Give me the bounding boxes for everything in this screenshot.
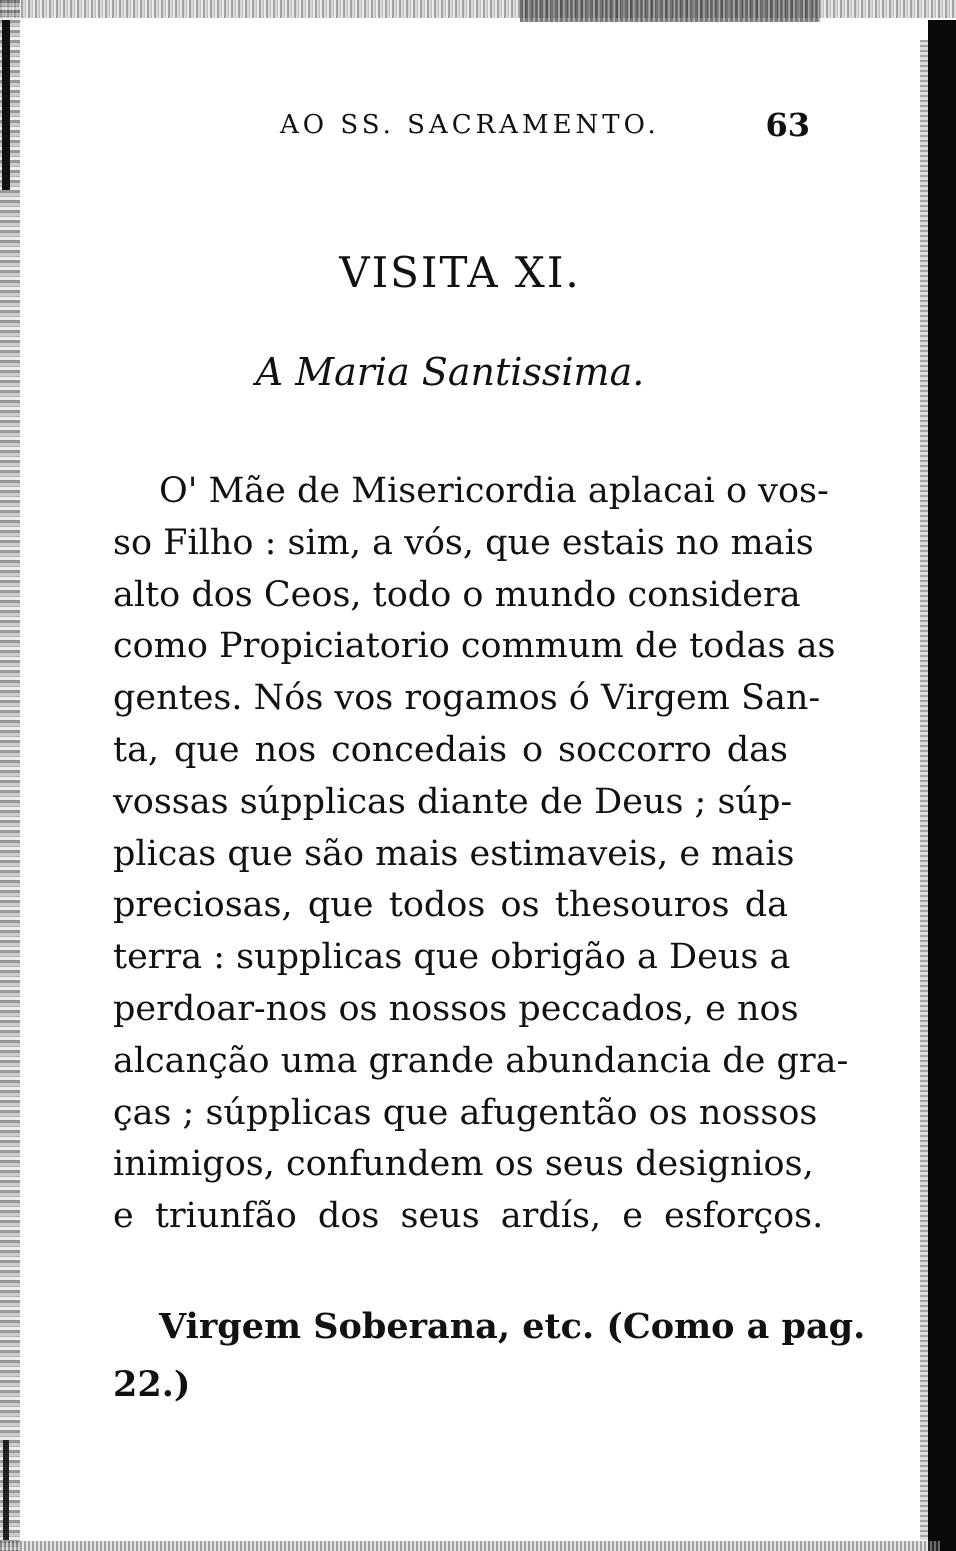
dedication-subtitle: A Maria Santissima. — [255, 350, 645, 394]
closing-rubric — [113, 1298, 866, 1414]
scan-edge-bottom — [0, 1541, 940, 1551]
text-line: inimigos, confundem os seus designios, — [113, 1144, 814, 1185]
text-line: alcanção uma grande abundancia de gra- — [113, 1040, 849, 1081]
closing-line: 22.) — [113, 1364, 191, 1405]
text-line: como Propiciatorio commum de todas as — [113, 626, 836, 667]
text-line: ta, que nos concedais o soccorro das — [113, 729, 788, 770]
scan-edge-left — [0, 0, 20, 1551]
scan-edge-right — [928, 20, 956, 1551]
scan-binding-mark-lower — [3, 1440, 9, 1540]
text-line: so Filho : sim, a vós, que estais no mais — [113, 522, 814, 563]
text-line: ças ; súpplicas que afugentão os nossos — [113, 1092, 818, 1133]
page-header — [270, 106, 810, 150]
closing-line: Virgem Soberana, etc. (Como a pag. — [159, 1306, 866, 1347]
scan-binding-mark — [2, 20, 10, 190]
text-line: terra : supplicas que obrigão a Deus a — [113, 937, 791, 978]
text-line: plicas que são mais estimaveis, e mais — [113, 833, 795, 874]
page-number: 63 — [765, 106, 810, 144]
visit-title: VISITA XI. — [339, 248, 581, 297]
text-line: alto dos Ceos, todo o mundo considera — [113, 574, 801, 615]
text-line: e triunfão dos seus ardís, e esforços. — [113, 1196, 824, 1237]
text-line: perdoar-nos os nossos peccados, e nos — [113, 988, 799, 1029]
prayer-paragraph — [113, 466, 849, 1243]
running-head: AO SS. SACRAMENTO. — [280, 110, 660, 140]
text-line: O' Mãe de Misericordia aplacai o vos- — [159, 471, 829, 511]
scan-edge-top-dark — [520, 0, 820, 22]
text-line: vossas súpplicas diante de Deus ; súp- — [113, 781, 793, 822]
text-line: preciosas, que todos os thesouros da — [113, 885, 788, 926]
scan-edge-right-inner — [920, 40, 928, 1540]
text-line: gentes. Nós vos rogamos ó Virgem San- — [113, 678, 821, 719]
